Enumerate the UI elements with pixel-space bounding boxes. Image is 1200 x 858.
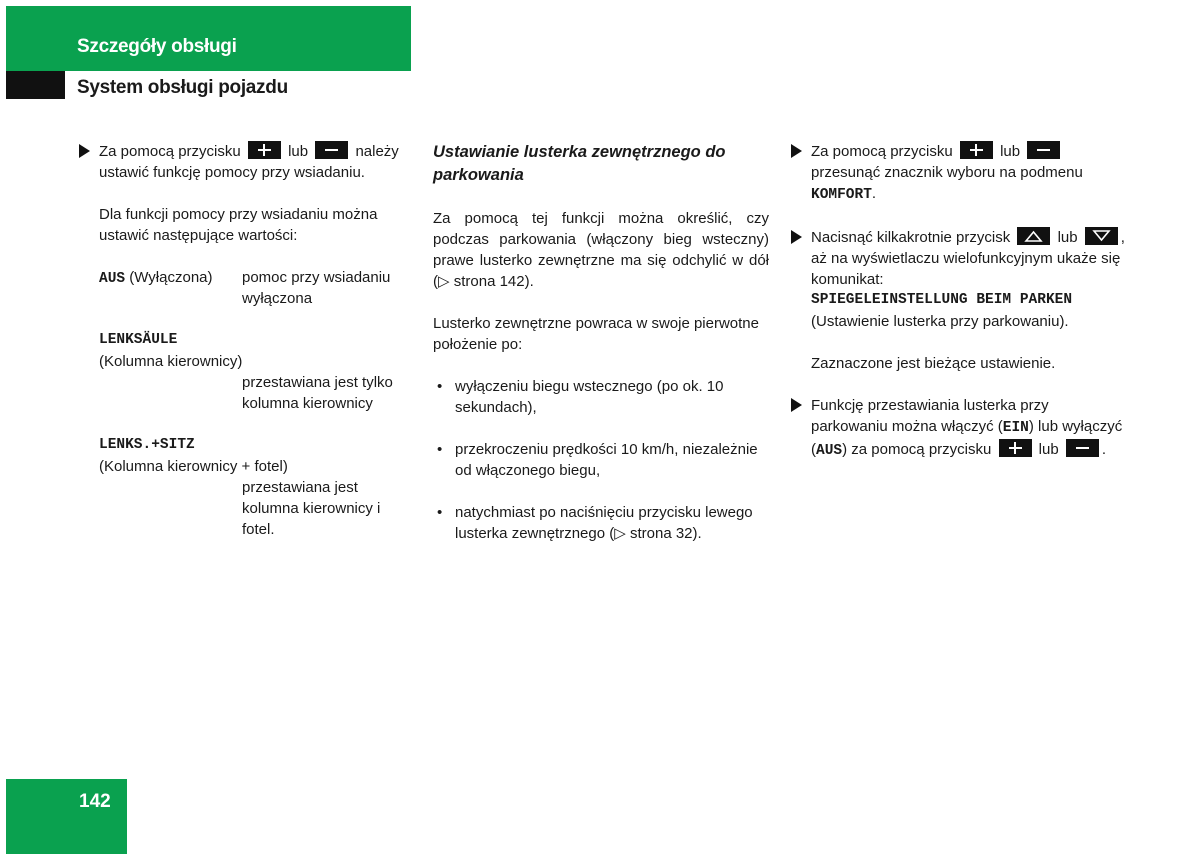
subtitle-marker [6,71,65,99]
plus-key-icon [248,141,281,159]
option-label: (Wyłączona) [125,269,213,286]
step-text: przesunąć znacznik wyboru na podmenu [811,164,1083,181]
step-text: ) lub wyłączyć ( [811,418,1123,458]
step-text: . [871,185,877,202]
plus-key-icon [960,141,993,159]
option-code: LENKSÄULE [99,332,178,348]
option-label: (Kolumna kierownicy) [99,353,243,370]
paragraph: Lusterko zewnętrzne powraca w swoje pierwotne położenie po: [433,315,759,353]
paragraph [433,208,769,292]
list-item-text: natychmiast po naciśnięciu przycisku lewego lusterka zewnętrznego ( [455,504,753,542]
step-text: lub [1000,143,1021,160]
step-arrow-icon [79,144,90,158]
step-text: Nacisnąć kilkakrotnie przycisk [811,229,1011,246]
option-lenksaeule [78,330,408,414]
option-desc: przestawiana jest tylko kolumna kierownicy [242,374,393,412]
step-text: lub [1038,441,1059,458]
list-item-text: wyłączeniu biegu wstecznego (po ok. 10 sekundach), [455,378,724,416]
note-text: Zaznaczone jest bieżące ustawienie. [811,355,1056,372]
option-aus [78,267,408,309]
step-text: Za pomocą przycisku [811,143,953,160]
step-item [790,395,1126,462]
step-text: Za pomocą przycisku [99,143,241,160]
page-number-box [6,779,127,854]
page-subtitle: System obsługi pojazdu [77,77,288,98]
list-item: • przekroczeniu prędkości 10 km/h, niezależnie od włączonego biegu, [437,441,758,479]
step-text: , aż na wyświetlaczu wielofunkcyjnym ukaże się komunikat: [811,229,1125,288]
ref-triangle-icon: ▷ [614,525,626,542]
option-code: EIN [1002,420,1029,436]
down-key-icon [1085,227,1118,245]
section-header [6,6,411,71]
step-text: (Ustawienie lusterka przy parkowaniu). [811,313,1069,330]
column-3 [790,141,1126,462]
list-item: • wyłączeniu biegu wstecznego (po ok. 10 sekundach), [437,378,724,416]
step-item [790,141,1126,206]
up-key-icon [1017,227,1050,245]
option-lenks-sitz [78,435,408,540]
column-1 [78,141,408,540]
paragraph-text: Za pomocą tej funkcji można określić, czy podczas parkowania (włączony bieg wsteczny) prawe lusterko zewnętrzne ma się odchylić w dół ( [433,210,769,290]
step-text: lub [288,143,309,160]
minus-key-icon [1066,439,1099,457]
list-item: • natychmiast po naciśnięciu przycisku lewego lusterka zewnętrznego (▷ strona 32). [437,504,753,542]
step-text: należy ustawić funkcję pomocy przy wsiadaniu. [99,143,399,181]
option-code: LENKS.+SITZ [99,437,195,453]
option-desc: przestawiana jest kolumna kierownicy i fotel. [242,479,381,538]
column-2 [433,141,769,544]
step-item [790,227,1126,332]
step-text: lub [1057,229,1078,246]
step-item [78,141,408,183]
ref-triangle-icon: ▷ [438,273,450,290]
step-text: ) za pomocą przycisku [842,441,992,458]
list-item-text: ). [692,525,702,542]
section-heading: Ustawianie lusterka zewnętrznego do parkowania [433,143,726,184]
menu-code: KOMFORT [811,187,872,203]
step-text: . [1101,441,1107,458]
step-text: Funkcję przestawiania lusterka przy parkowaniu można włączyć ( [811,397,1049,435]
minus-key-icon [315,141,348,159]
intro-text: Dla funkcji pomocy przy wsiadaniu można ustawić następujące wartości: [99,206,378,244]
plus-key-icon [999,439,1032,457]
section-title: Szczegóły obsługi [77,36,237,57]
option-desc: pomoc przy wsiadaniu wyłączona [242,269,391,307]
page-number: 142 [79,791,111,812]
step-arrow-icon [791,144,802,158]
minus-key-icon [1027,141,1060,159]
step-arrow-icon [791,398,802,412]
page-ref-link[interactable]: strona 32 [629,525,693,542]
option-code: AUS [816,443,843,459]
display-message: SPIEGELEINSTELLUNG BEIM PARKEN [811,292,1073,308]
option-code: AUS [99,271,126,287]
list-item-text: przekroczeniu prędkości 10 km/h, niezależnie od włączonego biegu, [455,441,758,479]
paragraph-text: ). [524,273,534,290]
option-label: (Kolumna kierownicy + fotel) [99,458,288,475]
step-arrow-icon [791,230,802,244]
page-ref-link[interactable]: strona 142 [453,273,525,290]
